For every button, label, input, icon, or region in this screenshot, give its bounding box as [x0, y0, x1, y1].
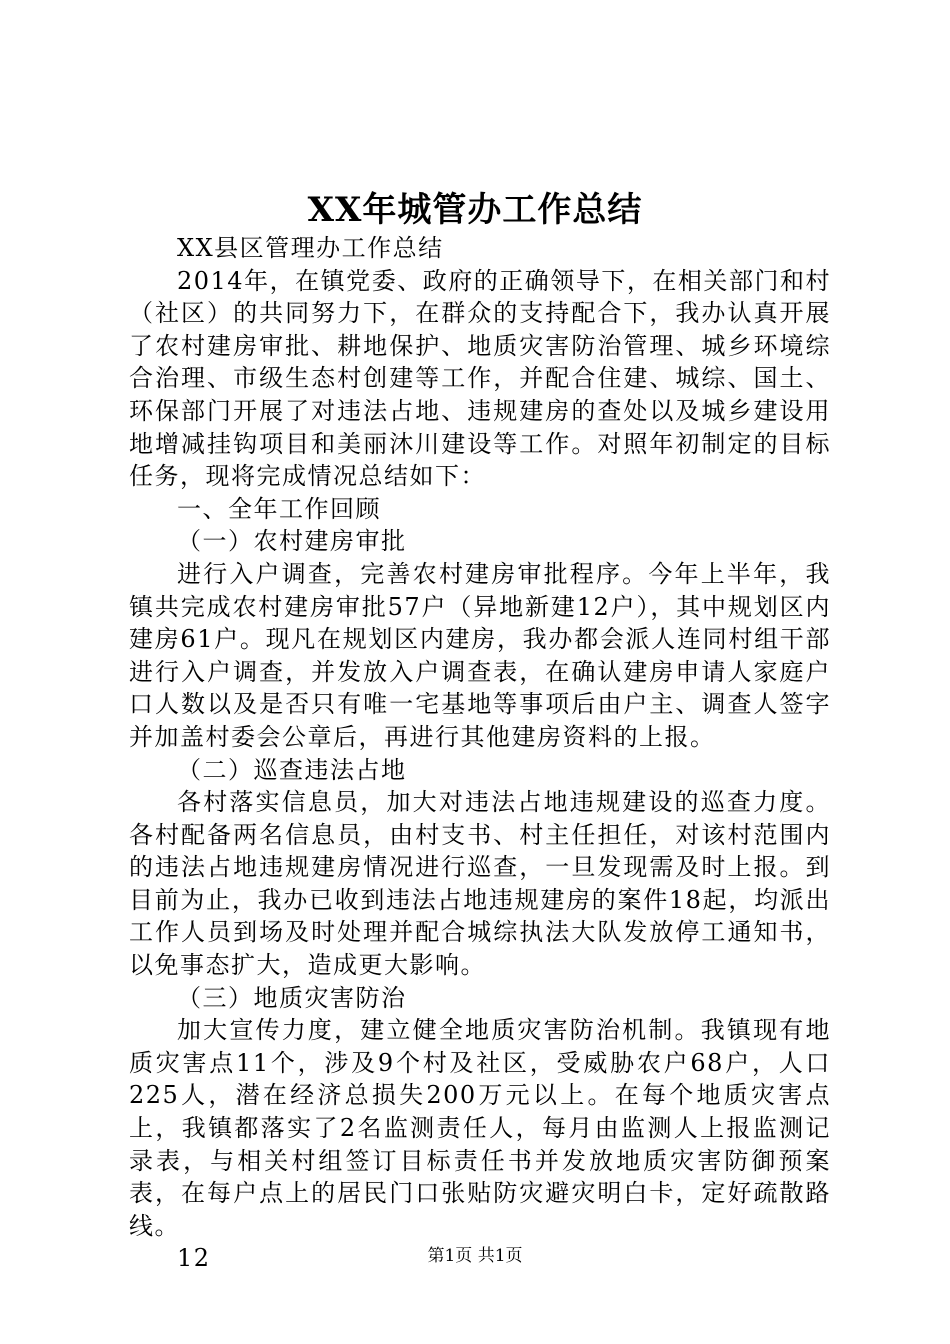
section-heading: 一、全年工作回顾 [177, 494, 381, 523]
subsection-heading: （二）巡查违法占地 [177, 755, 407, 784]
paragraph-body: 各村落实信息员，加大对违法占地违规建设的巡查力度。各村配备两名信息员，由村支书、村主任担任，对该村范围内的违法占地违规建房情况进行巡查，一旦发现需及时上报。到目前为止，我办已收到违法占地违规建房的案件18起，均派出工作人员到场及时处理并配合城综执法大队发放停工通知书，以免事态扩大，造成更大影响。 [129, 788, 831, 980]
paragraph-fragment: 12 [177, 1244, 211, 1273]
subsection-heading: （三）地质灾害防治 [177, 983, 407, 1012]
paragraph-intro: 2014年，在镇党委、政府的正确领导下，在相关部门和村（社区）的共同努力下，在群众的支持配合下，我办认真开展了农村建房审批、耕地保护、地质灾害防治管理、城乡环境综合治理、市级生态村创建等工作，并配合住建、城综、国土、环保部门开展了对违法占地、违规建房的查处以及城乡建设用地增减挂钩项目和美丽沐川建设等工作。对照年初制定的目标任务，现将完成情况总结如下： [129, 266, 831, 491]
page-footer: 第1页 共1页 [427, 1246, 523, 1266]
document-title: XX年城管办工作总结 [307, 190, 643, 230]
paragraph-body: 加大宣传力度，建立健全地质灾害防治机制。我镇现有地质灾害点11个，涉及9个村及社区，受威胁农户68户，人口225人，潜在经济总损失200万元以上。在每个地质灾害点上，我镇都落实了2名监测责任人，每月由监测人上报监测记录表，与相关村组签订目标责任书并发放地质灾害防御预案表，在每户点上的居民门口张贴防灾避灾明白卡，定好疏散路线。 [129, 1016, 831, 1240]
paragraph-body: 进行入户调查，完善农村建房审批程序。今年上半年，我镇共完成农村建房审批57户（异地新建12户），其中规划区内建房61户。现凡在规划区内建房，我办都会派人连同村组干部进行入户调查，并发放入户调查表，在确认建房申请人家庭户口人数以及是否只有唯一宅基地等事项后由户主、调查人签字并加盖村委会公章后，再进行其他建房资料的上报。 [129, 559, 831, 751]
document-body [129, 232, 831, 1275]
paragraph-subtitle: XX县区管理办工作总结 [177, 234, 444, 262]
subsection-heading: （一）农村建房审批 [177, 527, 407, 556]
